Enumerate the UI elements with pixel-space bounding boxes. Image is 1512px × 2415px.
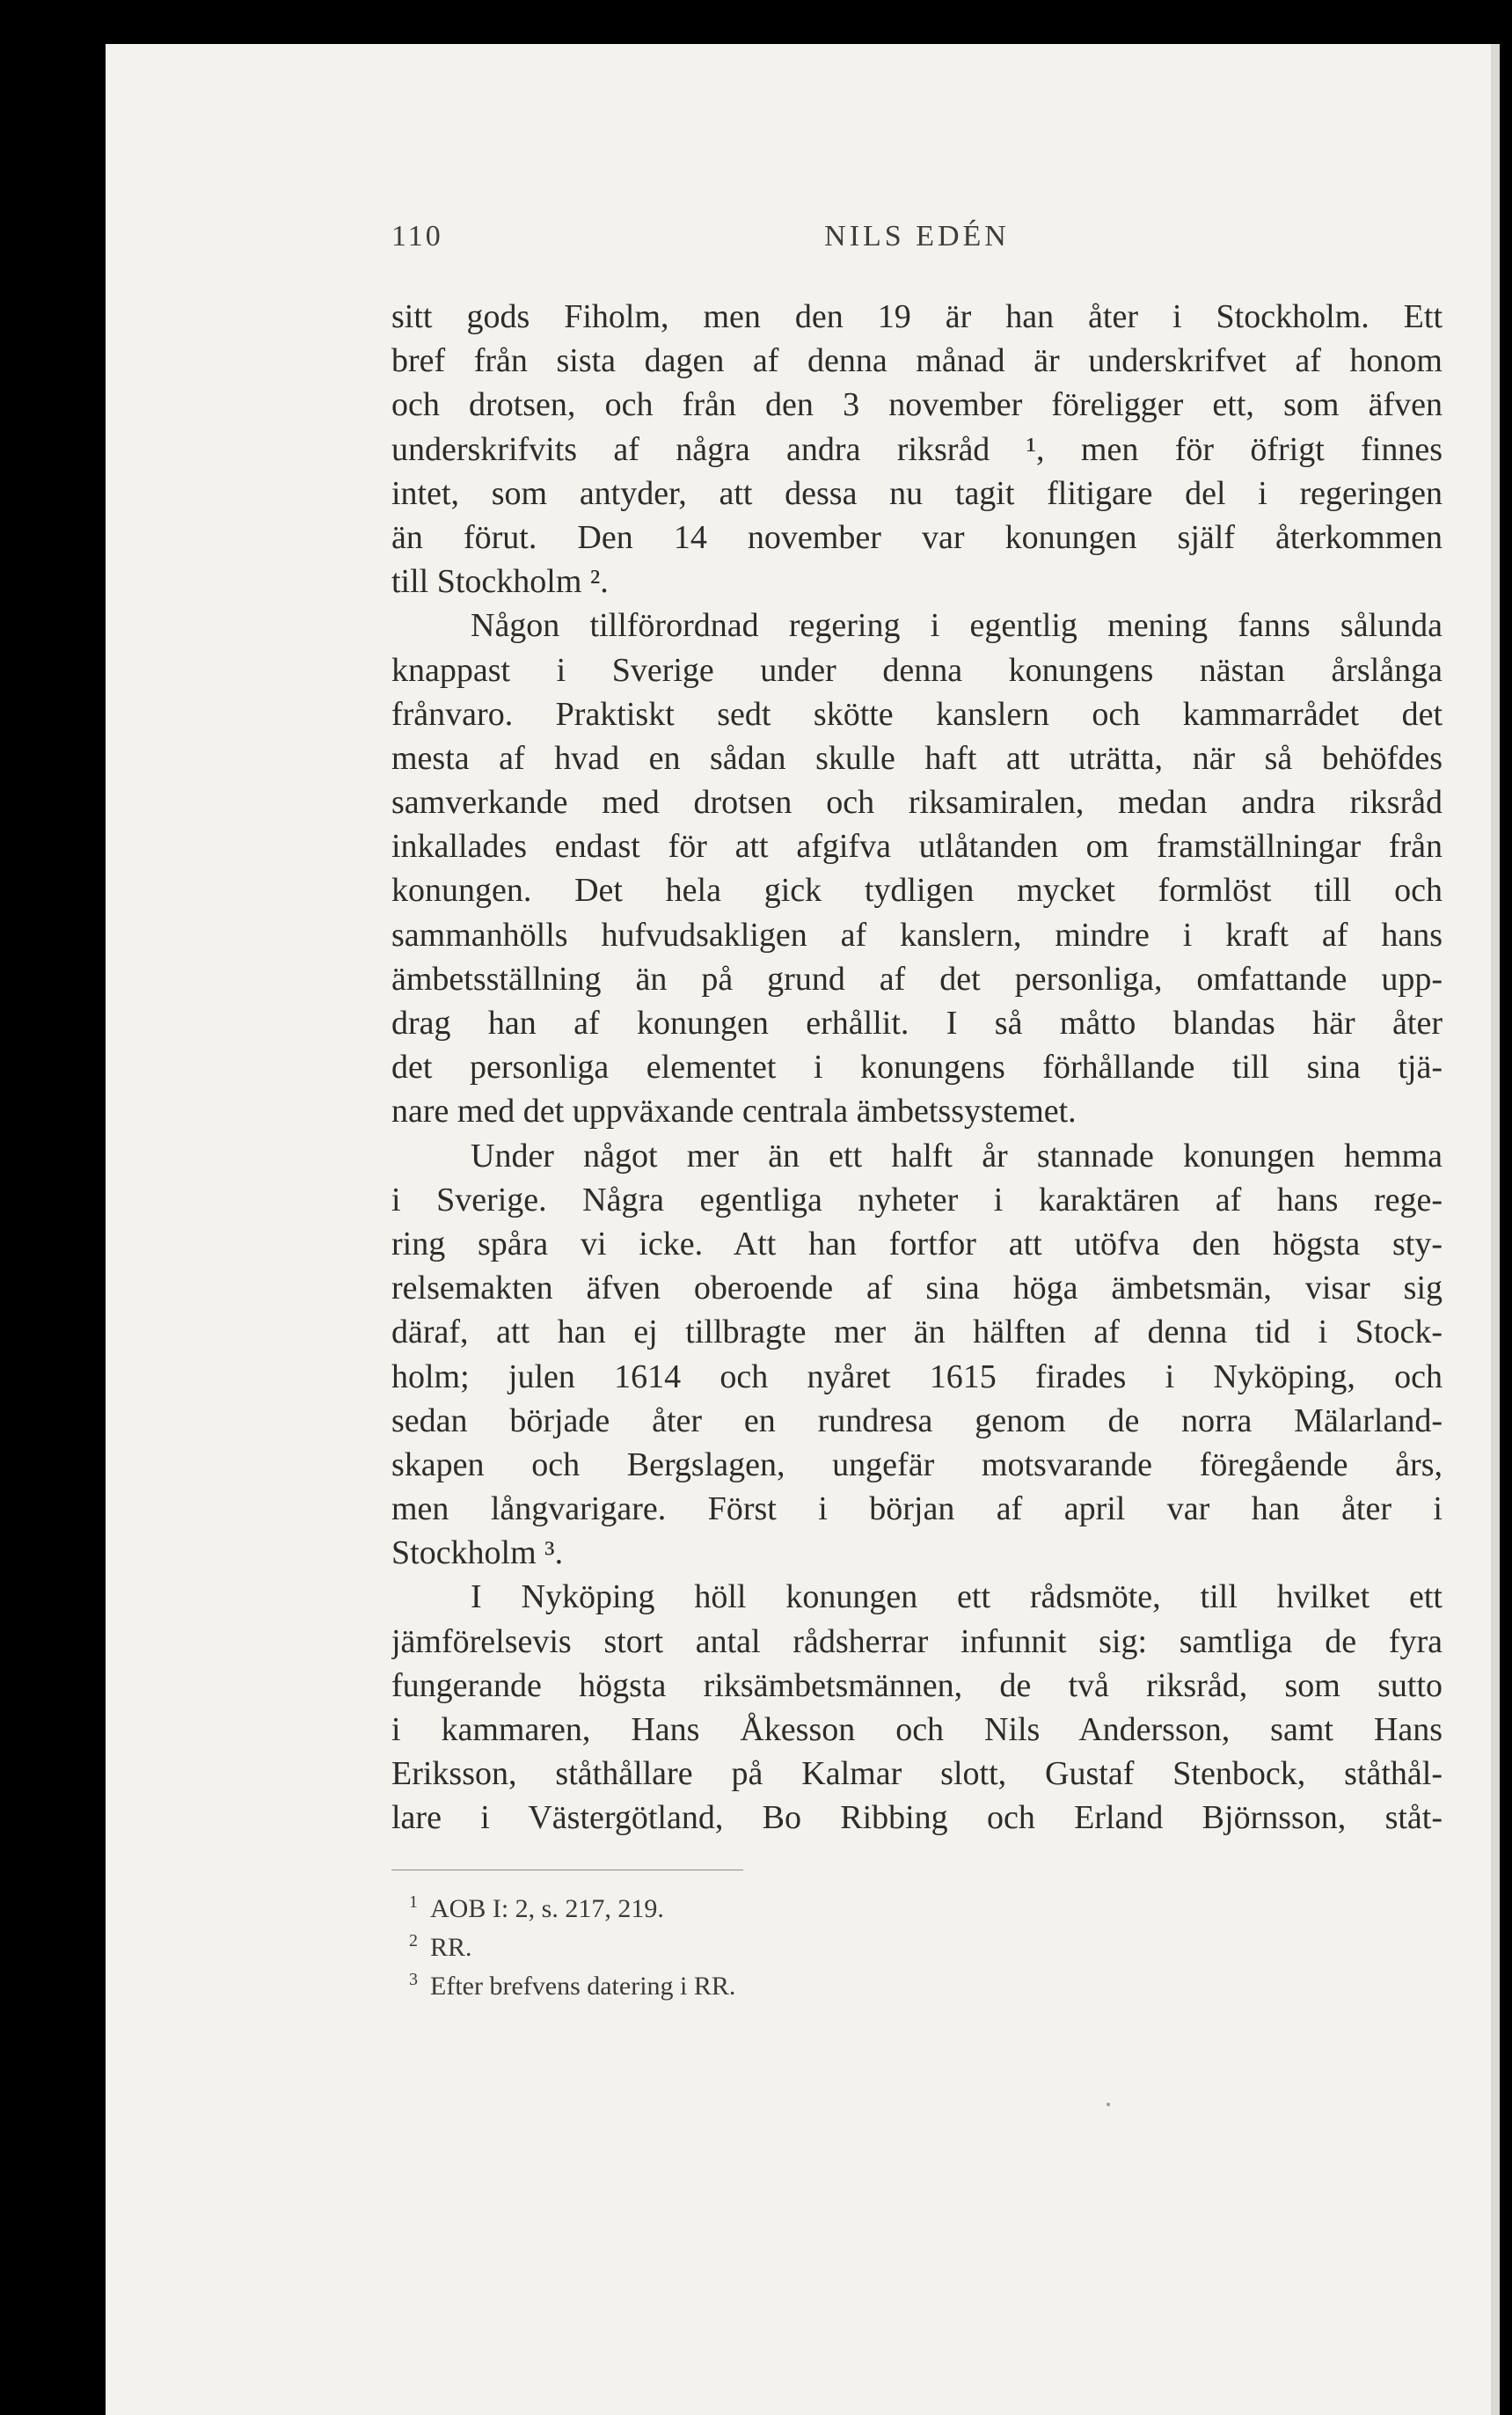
footnote-mark: 2 xyxy=(409,1931,418,1950)
text-line: konungen. Det hela gick tydligen mycket formlöst till och xyxy=(391,872,1443,910)
page-header xyxy=(391,220,1443,264)
text-line: det personliga elementet i konungens förhållande till sina tjä- xyxy=(391,1049,1443,1087)
footnote-text: Efter brefvens datering i RR. xyxy=(430,1972,736,2001)
text-line: skapen och Bergslagen, ungefär motsvarande föregående års, xyxy=(391,1445,1443,1483)
text-line: däraf, att han ej tillbragte mer än hälften af denna tid i Stock- xyxy=(391,1314,1443,1351)
text-line: underskrifvits af några andra riksråd ¹, men för öfrigt finnes xyxy=(391,430,1443,468)
text-line: inkallades endast för att afgifva utlåtanden om framställningar från xyxy=(391,828,1443,866)
text-line: och drotsen, och från den 3 november föreligger ett, som äfven xyxy=(391,386,1443,424)
text-line: knappast i Sverige under denna konungens nästan årslånga xyxy=(391,651,1443,689)
body-text xyxy=(391,295,1443,1841)
text-line: relsemakten äfven oberoende af sina höga ämbetsmän, visar sig xyxy=(391,1270,1443,1307)
text-line: drag han af konungen erhållit. I så måtto blandas här åter xyxy=(391,1005,1443,1042)
text-line: till Stockholm ². xyxy=(391,563,609,601)
footnote-text: RR. xyxy=(430,1933,472,1962)
text-line: än förut. Den 14 november var konungen själf återkommen xyxy=(391,518,1443,556)
text-line: mesta af hvad en sådan skulle haft att uträtta, när så behöfdes xyxy=(391,739,1443,777)
text-line: Under något mer än ett halft år stannade konungen hemma xyxy=(471,1137,1443,1175)
text-line: holm; julen 1614 och nyåret 1615 firades i Nyköping, och xyxy=(391,1358,1443,1395)
text-line: fungerande högsta riksämbetsmännen, de två riksråd, som sutto xyxy=(391,1666,1443,1704)
text-line: men långvarigare. Först i början af april var han åter i xyxy=(391,1490,1443,1528)
text-line: Någon tillförordnad regering i egentlig mening fanns sålunda xyxy=(471,607,1443,645)
footnote-text: AOB I: 2, s. 217, 219. xyxy=(430,1894,664,1923)
footnote-mark: 1 xyxy=(409,1892,418,1912)
text-line: ring spåra vi icke. Att han fortfor att utöfva den högsta sty- xyxy=(391,1225,1443,1262)
text-line: Stockholm ³. xyxy=(391,1534,564,1572)
text-line: frånvaro. Praktiskt sedt skötte kanslern och kammarrådet det xyxy=(391,695,1443,733)
text-line: lare i Västergötland, Bo Ribbing och Erland Björnsson, ståt- xyxy=(391,1799,1443,1837)
text-line: sitt gods Fiholm, men den 19 är han åter i Stockholm. Ett xyxy=(391,298,1443,335)
text-line: sedan började åter en rundresa genom de norra Mälarland- xyxy=(391,1401,1443,1439)
text-line: samverkande med drotsen och riksamiralen, medan andra riksråd xyxy=(391,784,1443,822)
footnotes xyxy=(391,1883,1271,1999)
text-line: I Nyköping höll konungen ett rådsmöte, till hvilket ett xyxy=(471,1578,1443,1616)
footnote xyxy=(391,1883,1271,1921)
page-number: 110 xyxy=(391,220,443,252)
text-line: i kammaren, Hans Åkesson och Nils Andersson, samt Hans xyxy=(391,1711,1443,1748)
text-line: i Sverige. Några egentliga nyheter i karaktären af hans rege- xyxy=(391,1181,1443,1218)
page-edge xyxy=(1491,44,1500,2415)
text-line: jämförelsevis stort antal rådsherrar infunnit sig: samtliga de fyra xyxy=(391,1622,1443,1660)
paper-speck xyxy=(1107,2103,1110,2106)
footnote-mark: 3 xyxy=(409,1970,418,1989)
footnote xyxy=(391,1921,1271,1960)
text-line: bref från sista dagen af denna månad är underskrifvet af honom xyxy=(391,342,1443,380)
text-line: ämbetsställning än på grund af det personliga, omfattande upp- xyxy=(391,960,1443,998)
text-line: Eriksson, ståthållare på Kalmar slott, Gustaf Stenbock, ståthål- xyxy=(391,1755,1443,1793)
footnote xyxy=(391,1960,1271,1999)
text-line: sammanhölls hufvudsakligen af kanslern, mindre i kraft af hans xyxy=(391,916,1443,954)
text-line: intet, som antyder, att dessa nu tagit flitigare del i regeringen xyxy=(391,474,1443,512)
running-title: NILS EDÉN xyxy=(824,220,1010,252)
text-line: nare med det uppväxande centrala ämbetssystemet. xyxy=(391,1093,1077,1131)
